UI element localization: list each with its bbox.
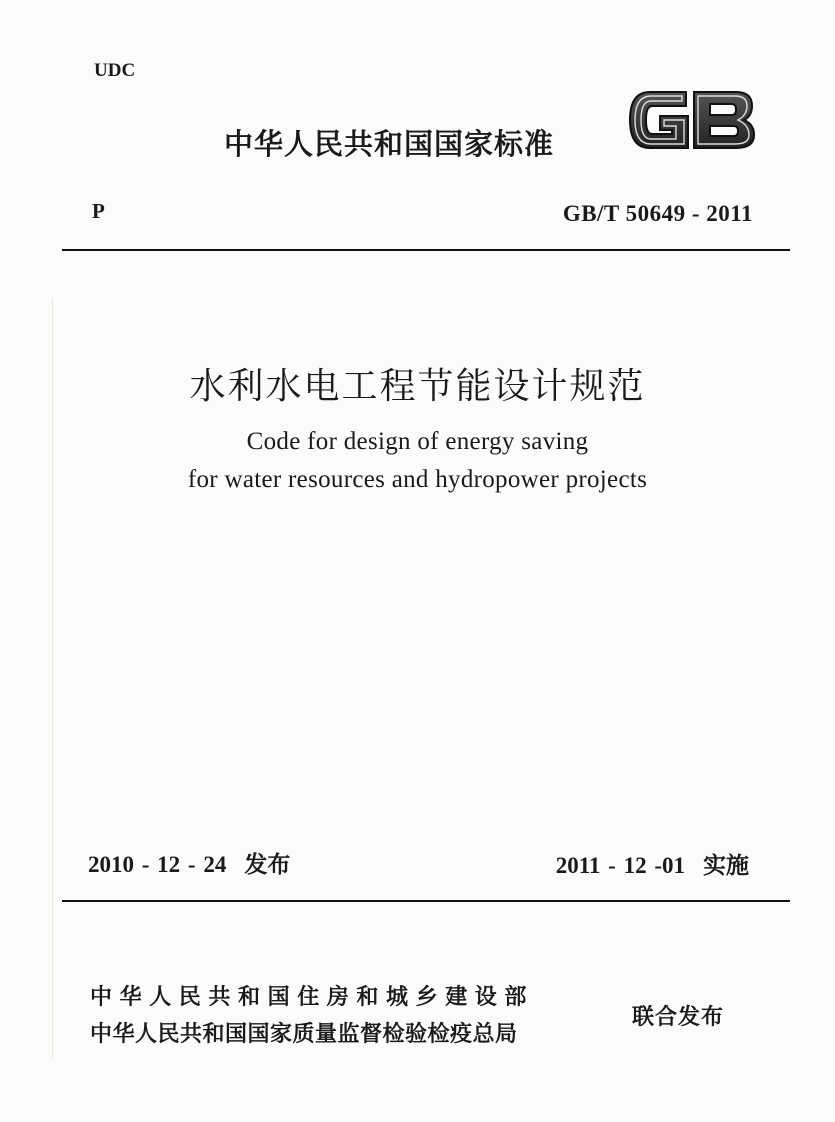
issue-date-block [88, 846, 290, 879]
joint-publish-label: 联合发布 [632, 1005, 725, 1030]
title-english-line1: Code for design of energy saving [246, 428, 589, 455]
title-chinese: 水利水电工程节能设计规范 [189, 366, 646, 407]
page-margin-trace [52, 300, 53, 1060]
udc-label: UDC [94, 60, 136, 81]
standard-number: GB/T 50649 - 2011 [562, 201, 753, 226]
issue-date: 2010 - 12 - 24 [88, 852, 227, 877]
implement-date: 2011 - 12 -01 [555, 853, 685, 878]
top-divider [62, 249, 790, 251]
title-english-line2: for water resources and hydropower projects [187, 466, 648, 493]
implement-label: 实施 [703, 853, 749, 879]
publisher-line1: 中华人民共和国住房和城乡建设部 [90, 985, 535, 1010]
classification-code: P [92, 199, 105, 223]
national-standard-heading: 中华人民共和国国家标准 [224, 127, 555, 161]
implement-date-block [556, 847, 749, 880]
gb-logo-icon [624, 84, 758, 156]
issue-label: 发布 [244, 852, 291, 878]
bottom-divider [62, 900, 790, 902]
publisher-line2: 中华人民共和国国家质量监督检验检疫总局 [90, 1022, 518, 1047]
